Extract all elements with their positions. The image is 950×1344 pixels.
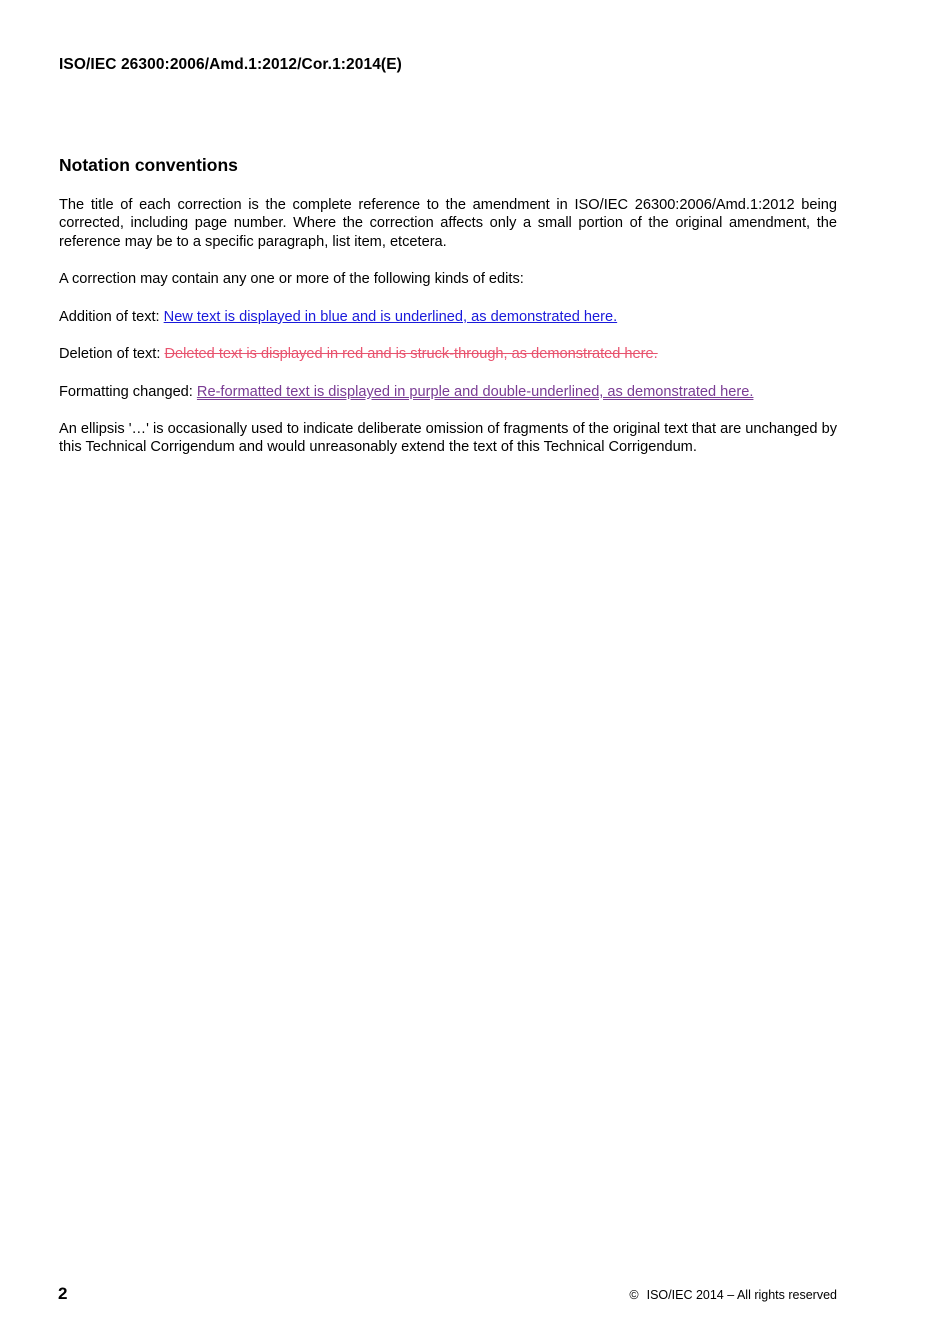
section-title: Notation conventions [59, 155, 238, 175]
kinds-intro-paragraph: A correction may contain any one or more of the following kinds of edits: [59, 271, 524, 287]
formatting-label: Formatting changed: [59, 384, 197, 400]
copyright-symbol: © [629, 1288, 639, 1302]
copyright-text: ISO/IEC 2014 – All rights reserved [646, 1288, 837, 1302]
intro-paragraph: The title of each correction is the complete reference to the amendment in ISO/IEC 26300:2006/Amd.1:2012 being corrected, including page number. Where the correction affects only a small portion of the original amendment, the reference may be to a specific paragraph, list item, etcetera. [59, 197, 837, 250]
copyright-notice [629, 1288, 837, 1302]
addition-example: New text is displayed in blue and is underlined, as demonstrated here. [163, 309, 618, 325]
addition-label: Addition of text: [59, 309, 164, 325]
deletion-example: Deleted text is displayed in red and is struck-through, as demonstrated here. [164, 346, 658, 362]
ellipsis-paragraph: An ellipsis '…' is occasionally used to indicate deliberate omission of fragments of the original text that are unchanged by this Technical Corrigendum and would unreasonably extend the text of this Technical Corrigendum. [59, 421, 837, 456]
formatting-paragraph [59, 383, 837, 401]
deletion-label: Deletion of text: [59, 346, 165, 362]
document-reference-header: ISO/IEC 26300:2006/Amd.1:2012/Cor.1:2014(E) [59, 56, 402, 73]
page-number: 2 [58, 1284, 68, 1303]
addition-paragraph [59, 308, 837, 326]
deletion-paragraph [59, 345, 837, 363]
formatting-example: Re-formatted text is displayed in purple and double-underlined, as demonstrated here. [196, 384, 754, 400]
